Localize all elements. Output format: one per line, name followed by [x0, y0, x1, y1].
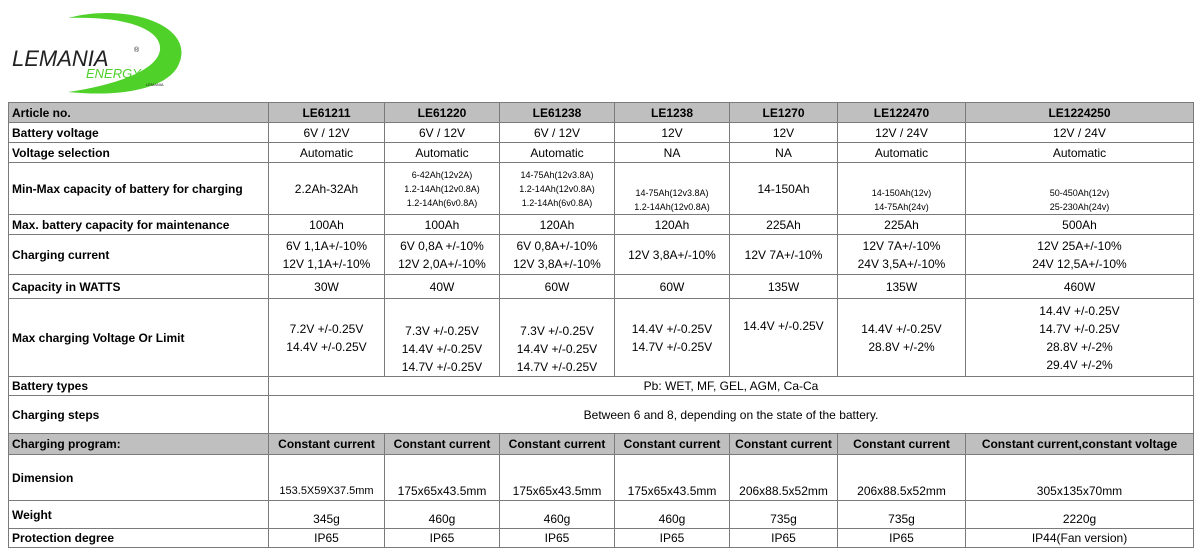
cell-line: 14.4V +/-0.25V	[286, 339, 367, 354]
cell-line: 7.2V +/-0.25V	[289, 321, 364, 336]
table-cell: 175x65x43.5mm	[500, 455, 615, 501]
cell-line: 14.7V +/-0.25V	[1039, 321, 1120, 336]
header-article: Article no.	[9, 103, 269, 123]
table-cell: Automatic	[966, 143, 1194, 163]
row-label: Voltage selection	[9, 143, 269, 163]
table-cell: 460W	[966, 275, 1194, 299]
row-label: Min-Max capacity of battery for charging	[9, 163, 269, 215]
row-label: Weight	[9, 501, 269, 529]
table-cell: Constant current	[500, 434, 615, 455]
table-cell: Constant current	[730, 434, 838, 455]
table-cell: NA	[730, 143, 838, 163]
cell-line: 12V 3,8A+/-10%	[628, 247, 716, 262]
table-cell: IP65	[269, 529, 385, 548]
row-battery-voltage	[9, 123, 1194, 143]
cell-line: 14.4V +/-0.25V	[861, 321, 942, 336]
table-cell	[269, 163, 385, 215]
table-cell: 206x88.5x52mm	[838, 455, 966, 501]
row-protection	[9, 529, 1194, 548]
cell-line: 28.8V +/-2%	[1046, 339, 1113, 354]
spec-table	[8, 102, 1194, 548]
cell-line: 50-450Ah(12v)	[1049, 188, 1110, 198]
table-cell: 460g	[385, 501, 500, 529]
table-cell	[385, 163, 500, 215]
cell-line: 1.2-14Ah(12v0.8A)	[634, 202, 710, 212]
table-cell: IP65	[615, 529, 730, 548]
cell-line: 14.7V +/-0.25V	[401, 360, 483, 374]
row-charging-current	[9, 235, 1194, 275]
table-cell	[385, 299, 500, 377]
cell-line: 12V 25A+/-10%	[1037, 238, 1122, 253]
cell-line: 14-150Ah(12v)	[871, 188, 932, 198]
table-cell: IP65	[500, 529, 615, 548]
row-label: Charging steps	[9, 396, 269, 434]
row-weight	[9, 501, 1194, 529]
row-label: Battery voltage	[9, 123, 269, 143]
cell-line: 14-150Ah	[757, 181, 810, 196]
table-cell	[838, 299, 966, 377]
table-cell: 735g	[838, 501, 966, 529]
table-cell	[500, 235, 615, 275]
cell-line: 12V 7A+/-10%	[862, 238, 941, 253]
table-cell	[500, 163, 615, 215]
header-le61238: LE61238	[500, 103, 615, 123]
table-cell: 12V	[730, 123, 838, 143]
cell-line: 14.4V +/-0.25V	[401, 342, 483, 356]
cell-line: 14.7V +/-0.25V	[631, 339, 713, 354]
cell-line: 14.4V +/-0.25V	[631, 321, 713, 336]
row-min-max-capacity	[9, 163, 1194, 215]
table-cell: 6V / 12V	[385, 123, 500, 143]
table-cell: Automatic	[500, 143, 615, 163]
table-cell: 225Ah	[730, 215, 838, 235]
cell-line: 6V 0,8A +/-10%	[400, 238, 484, 253]
cell-line: 12V 7A+/-10%	[744, 247, 823, 262]
table-cell: 40W	[385, 275, 500, 299]
row-battery-types	[9, 377, 1194, 396]
cell-line: 1.2-14Ah(12v0.8A)	[404, 183, 480, 194]
cell-line: 6V 1,1A+/-10%	[285, 238, 368, 253]
table-cell: 6V / 12V	[500, 123, 615, 143]
cell-line: 7.3V +/-0.25V	[405, 324, 479, 338]
svg-text:LEMANIA: LEMANIA	[12, 46, 109, 71]
header-le1224250: LE1224250	[966, 103, 1194, 123]
cell-line: 2.2Ah-32Ah	[294, 181, 359, 196]
table-cell	[838, 163, 966, 215]
row-label: Charging current	[9, 235, 269, 275]
table-cell: Automatic	[838, 143, 966, 163]
table-cell: 120Ah	[500, 215, 615, 235]
row-charging-program	[9, 434, 1194, 455]
row-max-charging-voltage	[9, 299, 1194, 377]
row-label: Max. battery capacity for maintenance	[9, 215, 269, 235]
table-cell: 120Ah	[615, 215, 730, 235]
table-cell: NA	[615, 143, 730, 163]
table-cell: IP65	[838, 529, 966, 548]
row-voltage-selection	[9, 143, 1194, 163]
table-cell	[385, 235, 500, 275]
cell-line: 12V 2,0A+/-10%	[398, 256, 486, 271]
lemania-energy-logo	[8, 6, 188, 96]
table-cell: 175x65x43.5mm	[615, 455, 730, 501]
cell-line: 29.4V +/-2%	[1046, 357, 1113, 372]
table-cell	[966, 299, 1194, 377]
table-cell: Constant current	[838, 434, 966, 455]
row-label: Protection degree	[9, 529, 269, 548]
cell-line: 14-75Ah(12v3.8A)	[520, 169, 594, 180]
svg-text:LEMANIA: LEMANIA	[146, 82, 164, 87]
table-cell: 460g	[615, 501, 730, 529]
header-le61211: LE61211	[269, 103, 385, 123]
cell-line: 14-75Ah(24v)	[874, 202, 929, 212]
cell-line: 14-75Ah(12v3.8A)	[635, 188, 709, 198]
cell-line: 1.2-14Ah(6v0.8A)	[406, 197, 478, 208]
cell-line: 6-42Ah(12v2A)	[411, 169, 473, 180]
cell-line: 24V 3,5A+/-10%	[857, 256, 946, 271]
table-cell: Constant current,constant voltage	[966, 434, 1194, 455]
table-cell: 100Ah	[385, 215, 500, 235]
table-cell	[730, 299, 838, 377]
table-cell	[269, 235, 385, 275]
table-cell: Pb: WET, MF, GEL, AGM, Ca-Ca	[269, 377, 1194, 396]
table-cell: IP65	[385, 529, 500, 548]
header-le1238: LE1238	[615, 103, 730, 123]
table-cell	[966, 163, 1194, 215]
header-row	[9, 103, 1194, 123]
table-cell: 60W	[500, 275, 615, 299]
table-cell: 460g	[500, 501, 615, 529]
header-le1270: LE1270	[730, 103, 838, 123]
table-cell: Automatic	[269, 143, 385, 163]
cell-line: 14.4V +/-0.25V	[743, 319, 824, 333]
row-dimension	[9, 455, 1194, 501]
row-label: Charging program:	[9, 434, 269, 455]
cell-line: 1.2-14Ah(6v0.8A)	[521, 197, 593, 208]
table-cell: 12V / 24V	[838, 123, 966, 143]
header-le61220: LE61220	[385, 103, 500, 123]
table-cell: 305x135x70mm	[966, 455, 1194, 501]
table-cell	[615, 299, 730, 377]
cell-line: 6V 0,8A+/-10%	[516, 238, 598, 253]
row-max-maintenance	[9, 215, 1194, 235]
table-cell	[730, 235, 838, 275]
cell-line: 1.2-14Ah(12v0.8A)	[519, 183, 595, 194]
table-cell: Between 6 and 8, depending on the state of the battery.	[269, 396, 1194, 434]
svg-text:ENERGY: ENERGY	[86, 66, 141, 81]
table-cell: 2220g	[966, 501, 1194, 529]
table-cell: 153.5X59X37.5mm	[269, 455, 385, 501]
header-le122470: LE122470	[838, 103, 966, 123]
table-cell: 12V / 24V	[966, 123, 1194, 143]
table-cell: 60W	[615, 275, 730, 299]
table-cell: Constant current	[269, 434, 385, 455]
cell-line: 14.4V +/-0.25V	[516, 342, 598, 356]
table-cell: Constant current	[615, 434, 730, 455]
table-cell: 30W	[269, 275, 385, 299]
cell-line: 12V 3,8A+/-10%	[513, 256, 601, 271]
table-cell: 12V	[615, 123, 730, 143]
table-cell: Constant current	[385, 434, 500, 455]
cell-line: 7.3V +/-0.25V	[520, 324, 594, 338]
table-cell: 735g	[730, 501, 838, 529]
table-cell	[615, 163, 730, 215]
cell-line: 14.4V +/-0.25V	[1039, 303, 1120, 318]
row-capacity-watts	[9, 275, 1194, 299]
table-cell: 206x88.5x52mm	[730, 455, 838, 501]
table-cell: 100Ah	[269, 215, 385, 235]
table-cell: 175x65x43.5mm	[385, 455, 500, 501]
row-charging-steps	[9, 396, 1194, 434]
table-cell	[838, 235, 966, 275]
table-cell: 500Ah	[966, 215, 1194, 235]
table-cell	[269, 299, 385, 377]
row-label: Max charging Voltage Or Limit	[9, 299, 269, 377]
table-cell: 6V / 12V	[269, 123, 385, 143]
cell-line: 14.7V +/-0.25V	[516, 360, 598, 374]
table-cell	[730, 163, 838, 215]
table-cell: IP44(Fan version)	[966, 529, 1194, 548]
table-cell: 135W	[730, 275, 838, 299]
row-label: Battery types	[9, 377, 269, 396]
table-cell: 345g	[269, 501, 385, 529]
table-cell: 225Ah	[838, 215, 966, 235]
table-cell	[500, 299, 615, 377]
table-cell: Automatic	[385, 143, 500, 163]
table-cell: IP65	[730, 529, 838, 548]
table-cell	[966, 235, 1194, 275]
table-cell: 135W	[838, 275, 966, 299]
svg-text:®: ®	[134, 47, 140, 54]
row-label: Capacity in WATTS	[9, 275, 269, 299]
cell-line: 25-230Ah(24v)	[1049, 202, 1110, 212]
cell-line: 24V 12,5A+/-10%	[1032, 256, 1127, 271]
row-label: Dimension	[9, 455, 269, 501]
cell-line: 12V 1,1A+/-10%	[282, 256, 371, 271]
table-cell	[615, 235, 730, 275]
cell-line: 28.8V +/-2%	[868, 339, 935, 354]
